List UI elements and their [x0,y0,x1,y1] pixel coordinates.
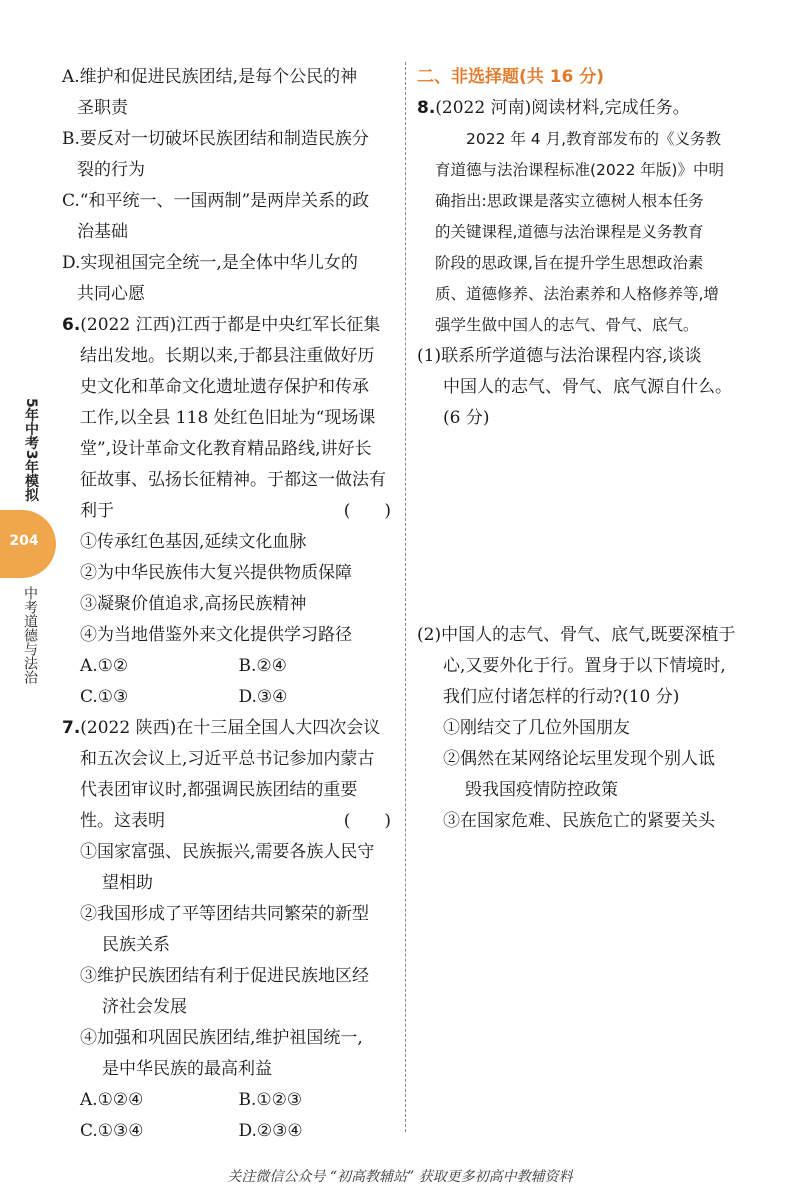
left-column [62,62,397,1147]
series-label: 5年中考3年模拟 [23,398,39,502]
q7-item-4: ④加强和巩固民族团结,维护祖国统一, [80,1028,363,1048]
q7-choices-ab: A.①②④ B.①②③ [80,1090,303,1110]
q7-item-1: ①国家富强、民族振兴,需要各族人民守 [80,842,375,862]
q7-item-3: ③维护民族团结有利于促进民族地区经 [80,966,369,986]
right-column [417,62,762,837]
q8-situation-3: ③在国家危难、民族危亡的紧要关头 [443,811,715,831]
page-number: 204 [9,533,39,549]
section-title: 二、非选择题(共 16 分) [417,67,605,87]
q5-option-b: B.要反对一切破坏民族团结和制造民族分 裂的行为 [62,129,369,180]
q8-material: 2022 年 4 月,教育部发布的《义务教 育道德与法治课程标准(2022 年版)》中明 确指出:思政课是落实立德树人根本任务 的关键课程,道德与法治课程是义务教育 阶段的思政课,旨在提升学生思想政治素 质、道德修养、法治素养和人格修养等,增 强学生做中国人的志气、骨气、底气。 [435,130,724,334]
column-divider [405,62,406,1132]
q7-item-2: ②我国形成了平等团结共同繁荣的新型 [80,904,369,924]
q6-item-1: ①传承红色基因,延续文化血脉 [80,532,307,552]
question-6: 6.(2022 江西)江西于都是中央红军长征集 结出发地。长期以来,于都县注重做好历 史文化和革命文化遗址遗存保护和传承 工作,以全县 118 处红色旧址为“现场课 堂”,设计革命文化教育精品路线,讲好长 征故事、弘扬长征精神。于都这一做法有 利于 ( ) ①传承红色基因,延续文化血脉 ②为中华民族伟大复兴提供物质保障 ③凝聚价值追求,高扬民族精神 ④为当地借鉴外来文化提供学习路径 A.①② B.②④ C.①③ D.③④ [62,310,397,713]
q5-option-d: D.实现祖国完全统一,是全体中华儿女的 共同心愿 [62,253,358,304]
q6-item-2: ②为中华民族伟大复兴提供物质保障 [80,563,352,583]
subject-label: 中考道德与法治 [22,586,38,684]
q6-item-4: ④为当地借鉴外来文化提供学习路径 [80,625,352,645]
footer-note: 关注微信公众号 “初高教辅站” 获取更多初高中教辅资料 [227,1169,573,1185]
q6-choices-cd: C.①③ D.③④ [80,687,288,707]
question-7: 7.(2022 陕西)在十三届全国人大四次会议 和五次会议上,习近平总书记参加内蒙古 代表团审议时,都强调民族团结的重要 性。这表明 ( ) ①国家富强、民族振兴,需要各族人民守 望相助 ②我国形成了平等团结共同繁荣的新型 民族关系 ③维护民族团结有利于促进民族地区经 济社会发展 ④加强和巩固民族团结,维护祖国统一, 是中华民族的最高利益 A.①②④ B.①②③ C.①③④ D.②③④ [62,713,397,1147]
q8-sub-1: (1)联系所学道德与法治课程内容,谈谈 中国人的志气、骨气、底气源自什么。 (6 分) [417,346,732,428]
q7-choices-cd: C.①③④ D.②③④ [80,1121,303,1141]
q6-item-3: ③凝聚价值追求,高扬民族精神 [80,594,307,614]
answer-bracket: ( ) [343,811,391,831]
q5-option-c: C.“和平统一、一国两制”是两岸关系的政 治基础 [62,191,370,242]
q6-choices-ab: A.①② B.②④ [80,656,287,676]
q8-situation-1: ①刚结交了几位外国朋友 [443,718,630,738]
q5-option-a: A.维护和促进民族团结,是每个公民的神 圣职责 [62,67,358,118]
answer-bracket: ( ) [343,501,391,521]
question-8: 8.(2022 河南)阅读材料,完成任务。 2022 年 4 月,教育部发布的《义务教 育道德与法治课程标准(2022 年版)》中明 确指出:思政课是落实立德树人根本任务 的关键课程,道德与法治课程是义务教育 阶段的思政课,旨在提升学生思想政治素 质、道德修养、法治素养和人格修养等,增 强学生做中国人的志气、骨气、底气。 [417,93,762,341]
q8-sub-2: (2)中国人的志气、骨气、底气,既要深植于 心,又要外化于行。置身于以下情境时, 我们应付诸怎样的行动?(10 分) ①刚结交了几位外国朋友 ②偶然在某网络论坛里发现个别人诋 毁我国疫情防控政策 ③在国家危难、民族危亡的紧要关头 [417,620,762,837]
answer-space-1[interactable] [417,434,762,620]
q8-situation-2: ②偶然在某网络论坛里发现个别人诋 [443,749,715,769]
